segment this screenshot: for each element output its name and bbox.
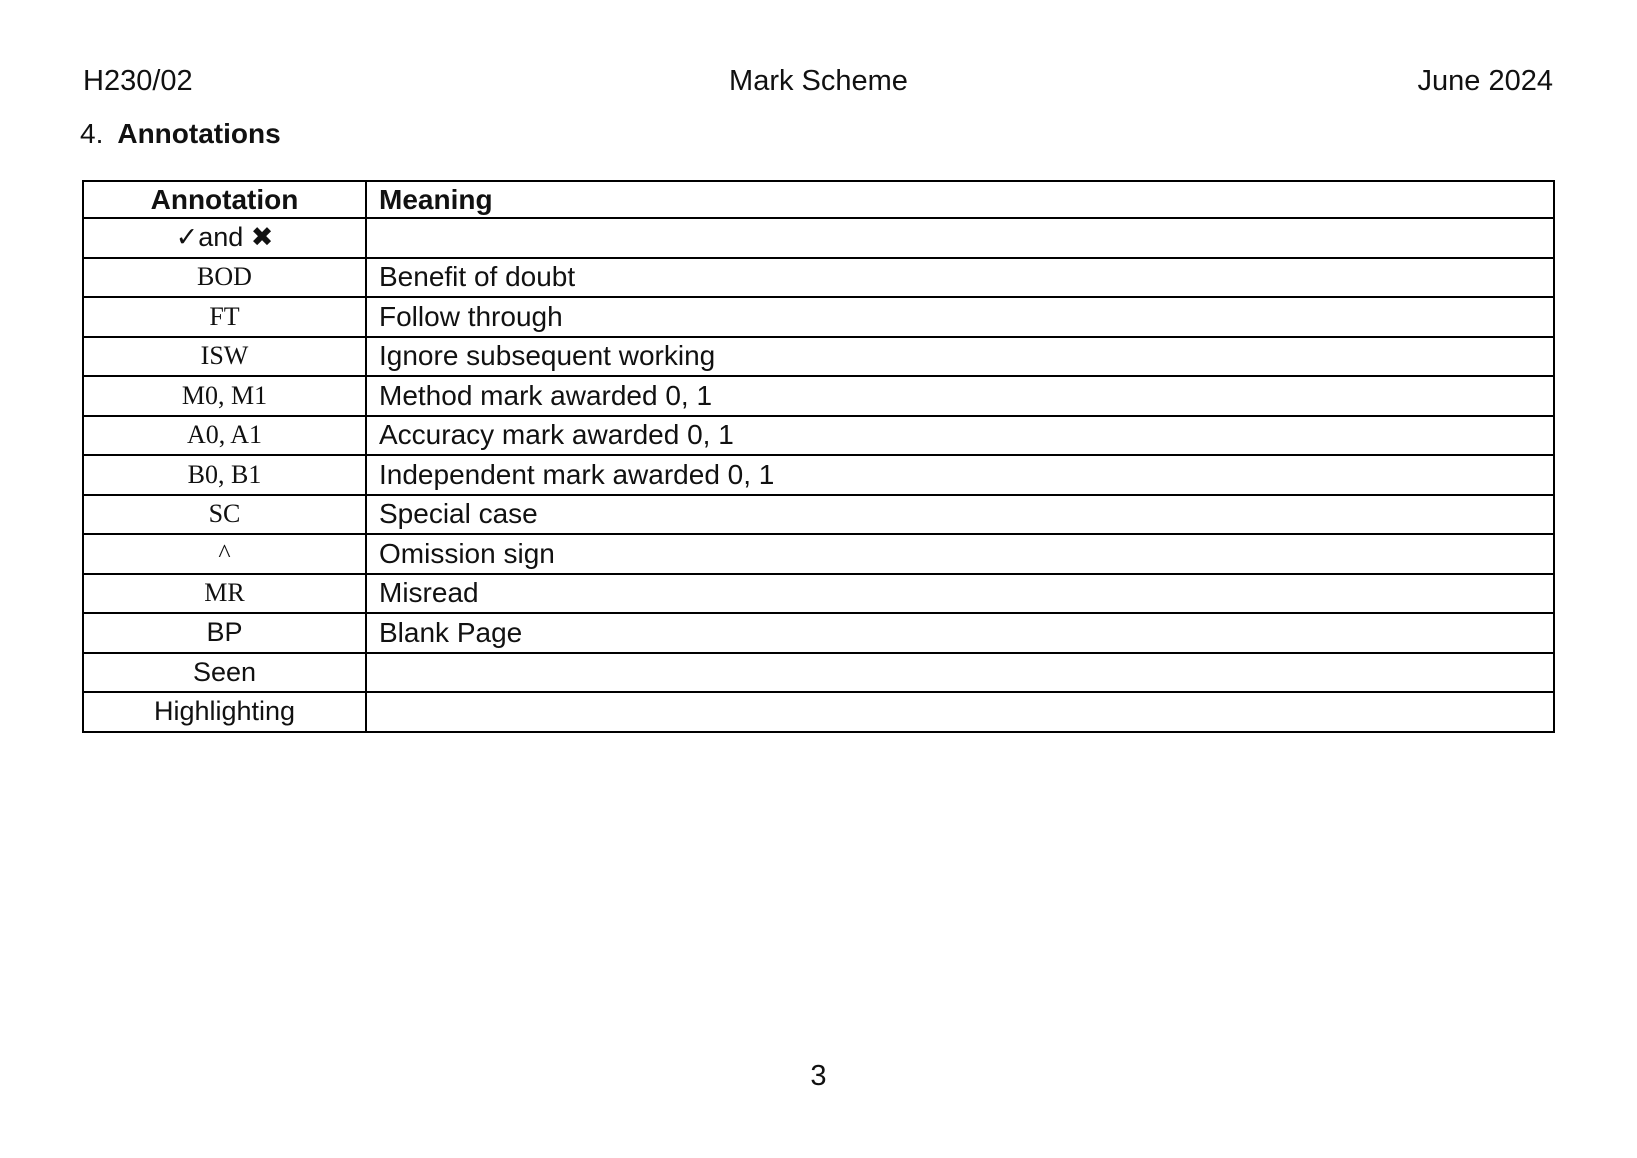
table-row xyxy=(83,495,1554,535)
table-row xyxy=(83,613,1554,653)
meaning-cell: Independent mark awarded 0, 1 xyxy=(366,455,1554,495)
table-row xyxy=(83,376,1554,416)
meaning-cell: Accuracy mark awarded 0, 1 xyxy=(366,416,1554,456)
annotation-cell: ^ xyxy=(83,534,366,574)
meaning-cell: Benefit of doubt xyxy=(366,258,1554,298)
annotation-cell: A0, A1 xyxy=(83,416,366,456)
doc-title: Mark Scheme xyxy=(729,65,908,97)
meaning-cell: Omission sign xyxy=(366,534,1554,574)
table-row xyxy=(83,455,1554,495)
section-title: Annotations xyxy=(117,118,281,149)
meaning-cell xyxy=(366,653,1554,693)
annotation-cell: BP xyxy=(83,613,366,653)
table-row xyxy=(83,534,1554,574)
page-number: 3 xyxy=(810,1060,827,1092)
annotation-cell: MR xyxy=(83,574,366,614)
annotation-cell: Seen xyxy=(83,653,366,693)
table-row xyxy=(83,574,1554,614)
table-row xyxy=(83,692,1554,732)
annotation-cell: SC xyxy=(83,495,366,535)
table-row xyxy=(83,337,1554,377)
section-heading xyxy=(80,117,281,151)
annotation-cell: FT xyxy=(83,297,366,337)
section-number: 4. xyxy=(80,118,104,149)
table-row xyxy=(83,218,1554,258)
meaning-cell: Follow through xyxy=(366,297,1554,337)
table-header-row xyxy=(83,181,1554,218)
meaning-cell: Special case xyxy=(366,495,1554,535)
annotations-table-body xyxy=(83,218,1554,732)
annotation-cell: Highlighting xyxy=(83,692,366,732)
table-row xyxy=(83,297,1554,337)
table-row xyxy=(83,653,1554,693)
table-row xyxy=(83,258,1554,298)
meaning-cell: Misread xyxy=(366,574,1554,614)
annotation-cell: M0, M1 xyxy=(83,376,366,416)
annotation-cell: BOD xyxy=(83,258,366,298)
meaning-cell: Method mark awarded 0, 1 xyxy=(366,376,1554,416)
doc-date: June 2024 xyxy=(1417,65,1553,97)
table-row xyxy=(83,416,1554,456)
annotation-cell: B0, B1 xyxy=(83,455,366,495)
annotations-table xyxy=(82,180,1555,733)
column-header-meaning: Meaning xyxy=(366,181,1554,218)
meaning-cell xyxy=(366,218,1554,258)
meaning-cell: Ignore subsequent working xyxy=(366,337,1554,377)
column-header-annotation: Annotation xyxy=(83,181,366,218)
doc-code: H230/02 xyxy=(83,65,193,97)
page-header xyxy=(0,64,1637,98)
meaning-cell: Blank Page xyxy=(366,613,1554,653)
annotation-cell: ISW xyxy=(83,337,366,377)
annotation-cell: ✓and ✖ xyxy=(83,218,366,258)
meaning-cell xyxy=(366,692,1554,732)
